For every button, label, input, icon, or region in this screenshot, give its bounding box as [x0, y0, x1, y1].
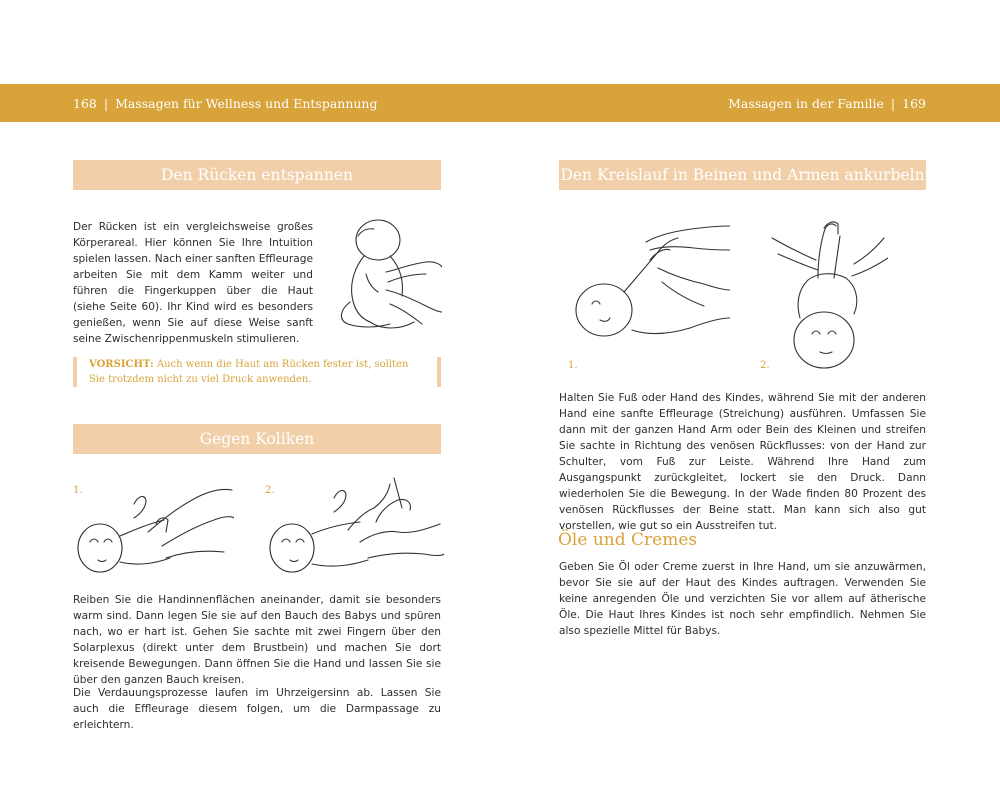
circulation-step2-number: 2. — [760, 360, 770, 371]
colic-massage-step2-illustration — [264, 472, 444, 582]
header-separator: | — [890, 96, 896, 111]
warning-box — [73, 357, 441, 387]
arm-massage-illustration — [570, 222, 730, 352]
warning-label: VORSICHT: — [89, 359, 154, 370]
left-running-title: Massagen für Wellness und Entspannung — [115, 96, 378, 111]
page-header — [0, 84, 1000, 122]
colic-text-2: Die Verdauungsprozesse laufen im Uhrzeigersinn ab. Lassen Sie auch die Effleurage diesem folgen, um die Darmpassage zu erleichtern. — [73, 687, 441, 731]
colic-step2-number: 2. — [265, 485, 275, 496]
leg-massage-illustration — [768, 218, 888, 373]
right-page-number: 169 — [902, 96, 926, 111]
section-title-back: Den Rücken entspannen — [73, 160, 441, 190]
baby-back-massage-illustration — [330, 212, 442, 342]
oils-text: Geben Sie Öl oder Creme zuerst in Ihre Hand, um sie anzuwärmen, bevor Sie sie auf der Haut des Kindes auftragen. Verwenden Sie keine anregenden Öle und verzichten Sie vor allem auf ätherische Öle. Die Haut Ihres Kindes ist noch sehr empfindlich. Nehmen Sie also spezielle Mittel für Babys. — [559, 561, 926, 637]
section-title-circulation: Den Kreislauf in Beinen und Armen ankurbeln — [559, 160, 926, 190]
circulation-text: Halten Sie Fuß oder Hand des Kindes, während Sie mit der anderen Hand eine sanfte Effleurage (Streichung) ausführen. Umfassen Sie dann mit der ganzen Hand Arm oder Bein des Kleinen und streifen Sie sachte in Richtung des venösen Rückflusses: von der Hand zur Schulter, vom Fuß zur Leiste. Während Ihre Hand zum Ausgangspunkt zurückgleitet, lockert sie den Druck. Dann wiederholen Sie die Bewegung. In der Wade finden 80 Prozent des venösen Rückflusses der Beine statt. Man kann sich also gut vorstellen, wie gut so ein Ausstreifen tut. — [559, 392, 926, 532]
section-title-colic: Gegen Koliken — [73, 424, 441, 454]
warning-text: Auch wenn die Haut am Rücken fester ist, sollten Sie trotzdem nicht zu viel Druck anwenden. — [89, 359, 409, 385]
colic-text-1: Reiben Sie die Handinnenflächen aneinander, damit sie besonders warm sind. Dann legen Sie sie auf den Bauch des Babys und spüren nach, wo er hart ist. Gehen Sie sachte mit zwei Fingern über den Solarplexus (direkt unter dem Brustbein) und machen Sie dort kreisende Bewegungen. Dann öffnen Sie die Hand und lassen Sie sie über den ganzen Bauch kreisen. — [73, 594, 441, 686]
left-page-number: 168 — [73, 96, 97, 111]
oils-subheading: Öle und Cremes — [558, 530, 698, 550]
header-left — [73, 96, 377, 111]
colic-massage-step1-illustration — [74, 480, 234, 580]
header-right — [728, 96, 926, 111]
circulation-step1-number: 1. — [568, 360, 578, 371]
colic-step1-number: 1. — [73, 485, 83, 496]
back-massage-text: Der Rücken ist ein vergleichsweise großes Körperareal. Hier können Sie Ihre Intuition spielen lassen. Nach einer sanften Effleurage arbeiten Sie mit dem Kamm weiter und führen die Fingerkuppen über die Haut (siehe Seite 60). Ihr Kind wird es besonders genießen, wenn Sie auf diese Weise sanft seine Zwischenrippenmuskeln stimulieren. — [73, 221, 313, 345]
header-separator: | — [103, 96, 109, 111]
right-running-title: Massagen in der Familie — [728, 96, 884, 111]
